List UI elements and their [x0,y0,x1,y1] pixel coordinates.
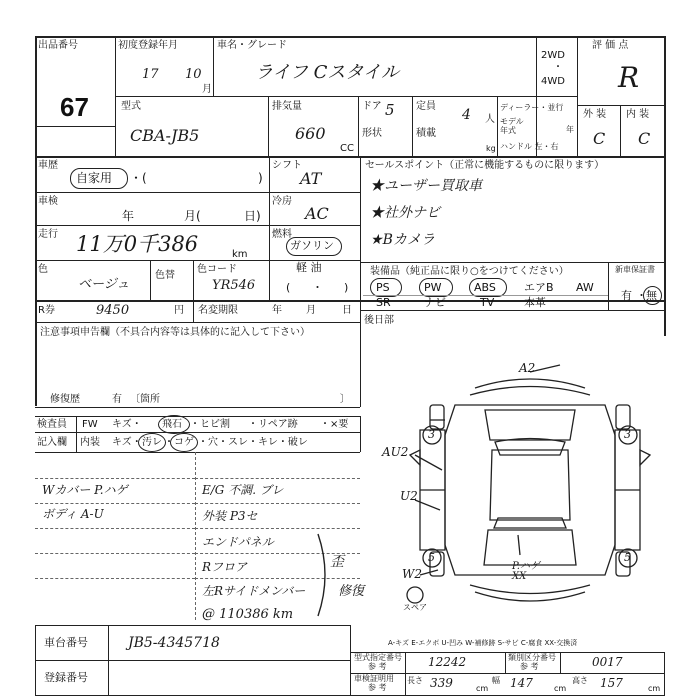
mileage-unit: km [232,249,248,260]
type-designation-value: 12242 [428,655,467,669]
warranty-no: 無 [646,289,657,302]
exterior-value: C [593,129,606,148]
note-body: ボディ A-U [42,507,104,521]
name-change-year: 年 [272,305,282,316]
recycle-value: 9450 [96,303,130,318]
mileage-label: 走行 [38,229,58,240]
lot-number-label: 出品番号 [38,40,78,51]
name-grade-label: 車名・グレード [217,40,287,51]
equip-ps: PS [376,281,390,294]
entry-scratch: キズ・ [112,437,142,448]
reg-cert-sub: 参 考 [368,683,387,692]
shape-label: 形状 [362,128,382,139]
sales-point-label: セールスポイント（正常に機能するものに限ります） [365,160,605,171]
inspection-day: 日) [244,209,261,223]
capacity-unit: 人 [485,114,495,125]
entry-dot: ・ [164,437,174,448]
name-change-day: 日 [342,305,352,316]
inspector-scratch: キズ・ [112,419,142,430]
equip-tv: TV [480,296,495,309]
name-grade-value: ライフ Cスタイル [255,62,400,83]
repair-history-label: 修復歴 [50,394,80,405]
note-engine: E/G 不調. ブレ [202,483,284,497]
mileage-value: 11万0千386 [76,232,199,256]
repair-has: 有 [112,394,122,405]
inspection-label: 車検 [38,196,58,207]
entry-rest: ・穴・スレ・キレ・破レ [198,437,308,448]
note-wiper-cover: Wカバー P.ハゲ [42,483,128,497]
length-unit: cm [476,684,489,693]
dealer-label: ディーラー・並行 [500,103,564,112]
note-rear-floor: Rフロア [202,560,248,574]
name-change-month: 月 [306,305,316,316]
mark-w2: W2 [402,567,422,581]
recycle-unit: 円 [174,305,184,316]
displacement-value: 660 [295,124,326,143]
drive-2wd: 2WD [541,50,565,61]
note-repair-fix: 修復 [338,584,365,599]
interior-value: C [638,129,651,148]
equip-sr: SR [376,296,391,309]
entry-interior: 内装 [80,437,100,448]
sales-point-3: ★Bカメラ [370,232,435,248]
ac-label: 冷房 [272,196,292,207]
rating-value: R [618,61,640,94]
history-label: 車歴 [38,160,58,171]
width-value: 147 [510,676,533,690]
drive-dot: ・ [553,62,563,73]
first-registration-month-unit: 月 [202,84,212,95]
mark-3-right: 3 [624,428,631,441]
note-mileage: @ 110386 km [202,607,294,622]
mark-paint-peel: P.ハゲ XX [512,561,540,582]
displacement-unit: CC [340,143,354,154]
entry-burn: コゲ [174,437,194,448]
height-unit: cm [648,684,661,693]
note-exterior: 外装 P3セ [202,509,258,523]
ac-value: AC [305,204,329,223]
fuel-other-dot: ・ [312,281,323,294]
sales-point-2: ★社外ナビ [370,205,440,221]
mark-5-left: 5 [428,551,435,564]
load-unit: kg [486,144,496,153]
inspection-year: 年 [122,209,135,223]
trunk-label: 後日部 [364,315,394,326]
warranty-yes: 有 [621,289,632,302]
history-paren: ・( [130,171,147,185]
displacement-label: 排気量 [272,101,302,112]
mark-3-left: 3 [428,428,435,441]
repair-bracket-mark [300,530,340,620]
chassis-value: JB5-4345718 [128,635,220,651]
exterior-label: 外 装 [583,109,607,120]
history-close: ) [258,171,263,185]
note-side-member: 左Rサイドメンバー [202,584,306,598]
note-distortion: 歪 [330,554,344,570]
equip-leather: 本革 [524,296,546,309]
mark-5-right: 5 [624,551,631,564]
capacity-label: 定員 [416,101,436,112]
registration-label: 登録番号 [44,671,88,684]
warranty-label: 新車保証書 [615,265,655,274]
name-change-label: 名変期限 [198,305,238,316]
length-label: 長さ [407,676,423,685]
width-unit: cm [554,684,567,693]
class-label: 類別区分番号 [508,653,556,662]
shift-value: AT [300,169,322,188]
inspector-need: ・×要 [320,419,349,430]
model-year-label: モデル年式 [500,117,524,135]
drive-4wd: 4WD [541,76,565,87]
doors-value: 5 [385,101,395,119]
model-value: CBA-JB5 [130,126,200,145]
height-value: 157 [600,676,623,690]
length-value: 339 [430,676,453,690]
inspector-repair: ・リペア跡 [248,419,298,430]
spare-label: スペア [403,603,427,612]
fuel-other-close: ) [344,281,349,294]
chassis-label: 車台番号 [44,636,88,649]
mark-au2: AU2 [382,445,409,459]
entry-label: 記入欄 [37,437,67,448]
inspection-month: 月( [184,209,201,223]
inspector-stone: 飛石 [162,419,182,430]
history-value: 自家用 [76,171,113,185]
first-registration-year: 17 [142,67,159,82]
equip-aw: AW [576,281,594,294]
class-sub: 参 考 [520,662,539,671]
equipment-label: 装備品（純正品に限り○をつけてください） [370,266,569,277]
rating-label: 評 価 点 [592,40,629,51]
handle-label: ハンドル 左・右 [500,142,559,151]
model-label: 型式 [121,101,141,112]
warranty-dot: ・ [636,289,647,302]
first-registration-month: 10 [185,67,202,82]
color-value: ベージュ [78,277,130,292]
notes-label: 注意事項申告欄（不具合内容等は具体的に記入して下さい） [40,327,310,338]
note-end-panel: エンドパネル [202,535,274,549]
height-label: 高さ [572,676,588,685]
load-label: 積載 [416,128,436,139]
lot-number-value: 67 [60,92,89,122]
equip-navi: ナビ [424,296,446,309]
fuel-other-open: ( [286,281,291,294]
reg-cert-label: 車検証明用 [354,674,394,683]
inspector-crack: ・ヒビ割 [190,419,230,430]
first-registration-label: 初度登録年月 [118,40,178,51]
inspector-fw: FW [82,419,98,430]
capacity-value: 4 [462,107,471,123]
repair-bracket-open: 〔箇所 [130,394,160,405]
equip-abs: ABS [474,281,496,294]
equip-airbag: エアB [524,281,554,294]
color-code-label: 色コード [197,264,237,275]
fuel-diesel: 軽 油 [296,261,322,274]
type-designation-sub: 参 考 [368,662,387,671]
color-code-value: YR546 [212,278,256,293]
entry-dirt: 汚レ [142,437,162,448]
fuel-value: ガソリン [290,239,334,252]
width-label: 幅 [492,676,500,685]
inspector-label: 検査員 [37,419,67,430]
model-year-unit: 年 [566,125,574,134]
class-value: 0017 [592,655,623,669]
mark-a2: A2 [519,361,536,375]
doors-label: ドア [362,101,382,112]
interior-label: 内 装 [626,109,650,120]
color-change-label: 色替 [155,270,175,281]
mark-u2: U2 [400,489,418,503]
repair-bracket-close: 〕 [340,394,350,405]
color-label: 色 [38,264,48,275]
shift-label: シフト [272,160,302,171]
type-designation-label: 型式指定番号 [354,653,402,662]
fuel-label: 燃料 [272,229,292,240]
equip-pw: PW [424,281,442,294]
recycle-label: R券 [38,305,55,316]
damage-legend: A-キズ E-エクボ U-凹み W-補修跡 S-サビ C-腐食 XX-交換済 [388,639,578,647]
sales-point-1: ★ユーザー買取車 [370,178,482,194]
